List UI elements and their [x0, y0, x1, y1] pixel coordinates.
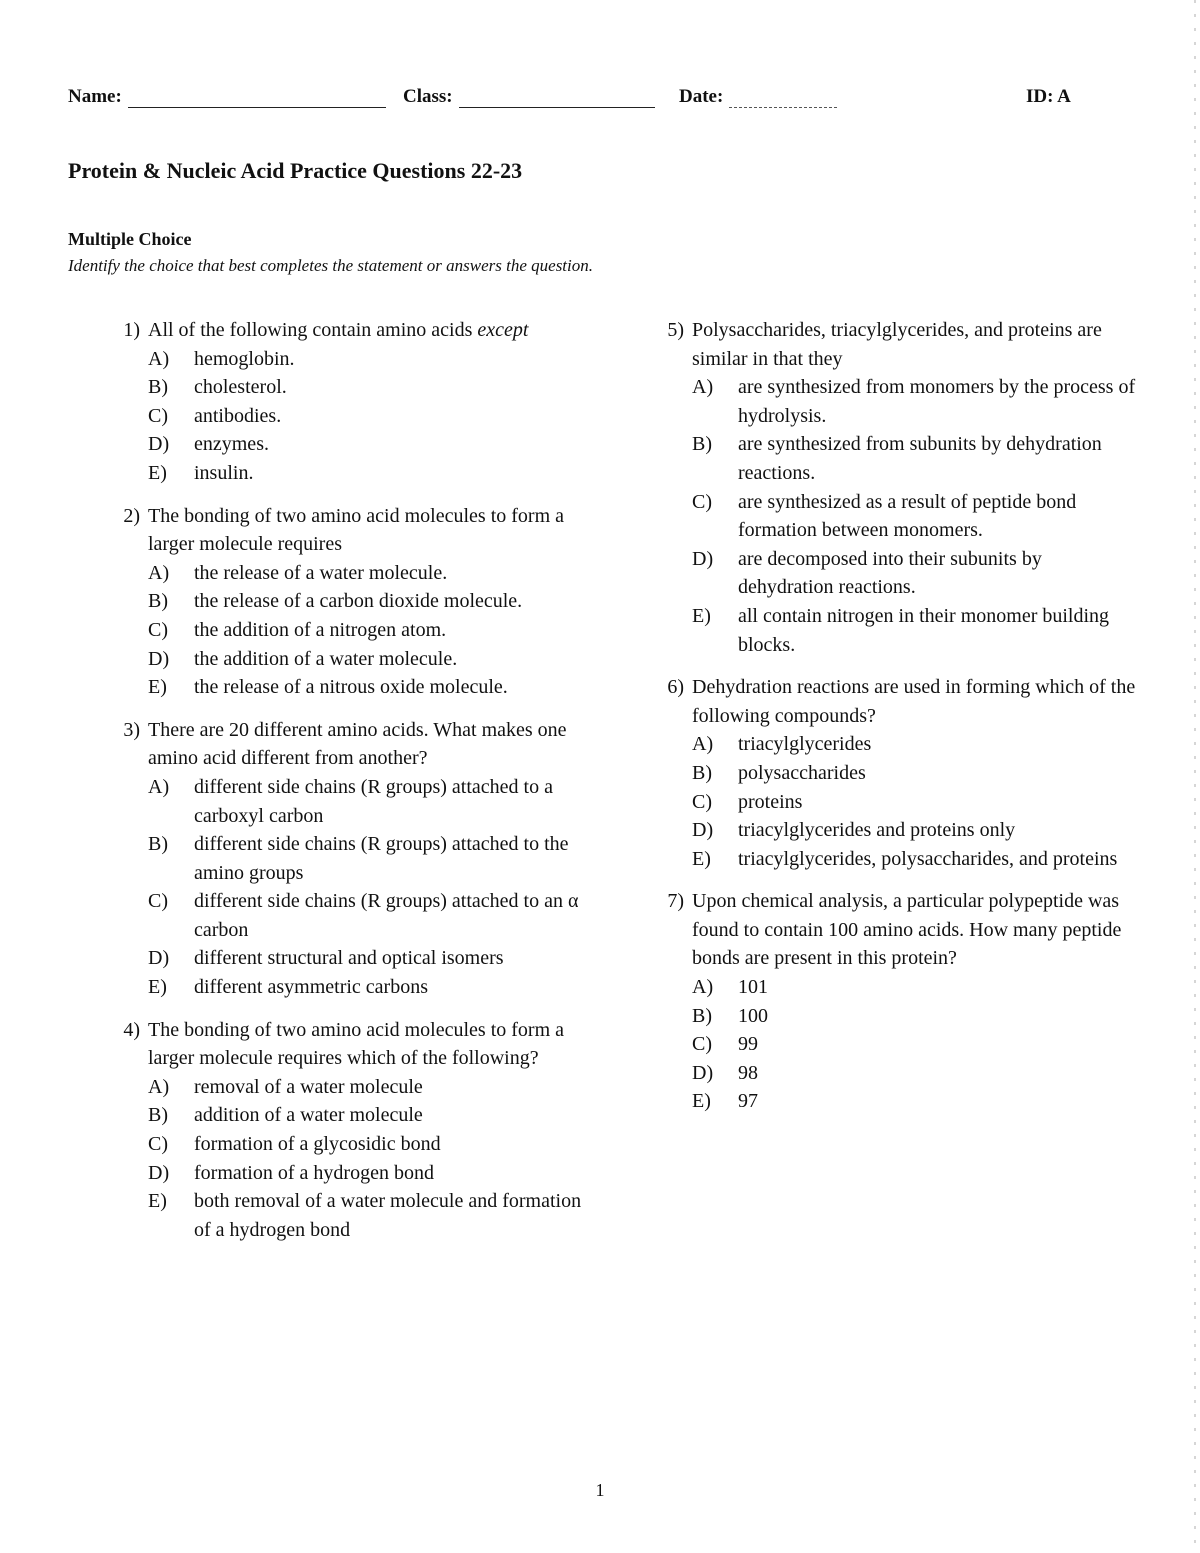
class-field: [403, 86, 655, 108]
choice-label: C): [148, 404, 168, 427]
choice-label: B): [692, 1004, 712, 1027]
choice-text: are synthesized from subunits by dehydration reactions.: [738, 433, 1102, 484]
choice-text: all contain nitrogen in their monomer building blocks.: [738, 604, 1110, 656]
choice-d[interactable]: [692, 545, 1142, 602]
right-column: [652, 316, 1142, 1130]
choice-text: both removal of a water molecule and formation of a hydrogen bond: [194, 1190, 582, 1241]
choice-e[interactable]: [692, 1087, 1142, 1116]
name-label: Name:: [68, 86, 122, 107]
choice-text: triacylglycerides, polysaccharides, and proteins: [738, 847, 1118, 870]
question-5: [652, 316, 1142, 659]
choice-label: B): [148, 1104, 168, 1127]
choice-label: C): [692, 1033, 712, 1056]
choice-label: D): [148, 947, 170, 970]
question-number: 2): [123, 504, 140, 527]
choice-c[interactable]: [148, 887, 598, 944]
question-text: Upon chemical analysis, a particular polypeptide was found to contain 100 amino acids. How many peptide bonds are present in this protein?: [692, 890, 1122, 970]
choice-a[interactable]: [692, 730, 1142, 759]
choice-b[interactable]: [692, 430, 1142, 487]
choice-text: 98: [738, 1061, 758, 1084]
date-label: Date:: [679, 86, 724, 107]
choice-text: triacylglycerides: [738, 733, 872, 756]
choice-label: C): [148, 1133, 168, 1156]
choice-b[interactable]: [148, 587, 598, 616]
choice-a[interactable]: [148, 773, 598, 830]
choice-label: E): [148, 461, 167, 484]
choice-e[interactable]: [148, 673, 598, 702]
choice-text: antibodies.: [194, 404, 282, 427]
name-blank-line[interactable]: [128, 89, 386, 108]
choice-text: 100: [738, 1004, 768, 1027]
choice-label: D): [148, 1161, 170, 1184]
choice-b[interactable]: [148, 830, 598, 887]
choice-text: triacylglycerides and proteins only: [738, 819, 1016, 842]
question-number: 3): [123, 718, 140, 741]
choice-b[interactable]: [692, 1002, 1142, 1031]
choice-text: different side chains (R groups) attached to the amino groups: [194, 833, 569, 884]
choice-label: E): [148, 976, 167, 999]
choice-label: E): [692, 1090, 711, 1113]
choice-label: C): [148, 890, 168, 913]
choice-d[interactable]: [148, 645, 598, 674]
choice-label: D): [692, 1061, 714, 1084]
choice-text: the addition of a water molecule.: [194, 647, 458, 670]
choice-label: D): [148, 433, 170, 456]
question-text: Polysaccharides, triacylglycerides, and proteins are similar in that they: [692, 319, 1102, 370]
question-text-main: All of the following contain amino acids: [148, 319, 473, 341]
choice-c[interactable]: [692, 488, 1142, 545]
choice-c[interactable]: [148, 616, 598, 645]
section-instructions: Identify the choice that best completes the statement or answers the question.: [68, 256, 593, 275]
choice-text: the release of a nitrous oxide molecule.: [194, 676, 508, 699]
choice-text: 97: [738, 1090, 758, 1113]
choice-a[interactable]: [148, 1073, 598, 1102]
choice-text: the addition of a nitrogen atom.: [194, 618, 447, 641]
choice-text: the release of a water molecule.: [194, 561, 448, 584]
choice-d[interactable]: [148, 430, 598, 459]
scan-edge-artifact: [1194, 0, 1196, 1553]
question-text: Dehydration reactions are used in forming which of the following compounds?: [692, 676, 1136, 727]
choice-label: C): [148, 618, 168, 641]
id-text: ID: A: [1026, 86, 1071, 107]
choice-b[interactable]: [148, 373, 598, 402]
choice-text: removal of a water molecule: [194, 1075, 423, 1098]
question-text-emphasis: except: [477, 319, 529, 341]
choice-label: A): [692, 976, 714, 999]
choice-label: B): [148, 590, 168, 613]
question-number: 5): [667, 319, 684, 341]
choice-label: A): [692, 376, 714, 399]
choice-label: A): [692, 733, 714, 756]
choice-text: the release of a carbon dioxide molecule.: [194, 590, 523, 613]
question-number: 1): [123, 319, 140, 341]
choice-e[interactable]: [692, 602, 1142, 659]
choice-c[interactable]: [692, 1030, 1142, 1059]
question-text: [148, 316, 598, 345]
choice-e[interactable]: [148, 973, 598, 1002]
choice-text: insulin.: [194, 461, 254, 484]
choice-a[interactable]: [692, 373, 1142, 430]
choice-text: cholesterol.: [194, 376, 287, 399]
choice-c[interactable]: [692, 788, 1142, 817]
choice-text: different structural and optical isomers: [194, 947, 504, 970]
choice-e[interactable]: [148, 1187, 598, 1244]
choice-text: enzymes.: [194, 433, 269, 456]
question-6: [652, 673, 1142, 873]
choice-d[interactable]: [692, 816, 1142, 845]
choice-label: D): [692, 819, 714, 842]
choice-label: D): [692, 547, 714, 570]
name-field: [68, 86, 386, 108]
choice-text: different side chains (R groups) attached to an α carbon: [194, 890, 579, 941]
header: [68, 86, 1108, 116]
choice-text: are synthesized as a result of peptide bond formation between monomers.: [738, 490, 1077, 542]
choice-text: proteins: [738, 790, 803, 813]
choice-b[interactable]: [148, 1101, 598, 1130]
choice-label: B): [692, 433, 712, 456]
choice-label: B): [692, 761, 712, 784]
page-title: Protein & Nucleic Acid Practice Questions 22-23: [68, 158, 523, 183]
choice-text: are decomposed into their subunits by dehydration reactions.: [738, 547, 1042, 599]
choice-c[interactable]: [148, 402, 598, 431]
left-column: [108, 316, 598, 1258]
choice-label: E): [692, 604, 711, 627]
choice-text: 99: [738, 1033, 758, 1056]
question-3: [108, 716, 598, 1002]
choice-label: A): [148, 347, 170, 370]
choice-text: hemoglobin.: [194, 347, 295, 370]
choice-d[interactable]: [148, 944, 598, 973]
question-number: 4): [123, 1018, 140, 1041]
choice-e[interactable]: [692, 845, 1142, 874]
choice-label: B): [148, 376, 168, 399]
choice-label: C): [692, 490, 712, 513]
question-text: The bonding of two amino acid molecules to form a larger molecule requires: [148, 504, 565, 556]
question-4: [108, 1016, 598, 1245]
choice-label: C): [692, 790, 712, 813]
choice-label: E): [148, 676, 167, 699]
question-2: [108, 502, 598, 702]
choice-text: 101: [738, 976, 768, 999]
page-number: 1: [595, 1480, 605, 1500]
choice-label: E): [148, 1190, 167, 1213]
question-7: [652, 887, 1142, 1116]
choice-e[interactable]: [148, 459, 598, 488]
choice-label: E): [692, 847, 711, 870]
question-number: 7): [667, 890, 684, 913]
choice-text: formation of a glycosidic bond: [194, 1133, 441, 1156]
choice-label: D): [148, 647, 170, 670]
choice-text: different side chains (R groups) attached to a carboxyl carbon: [194, 775, 553, 827]
question-number: 6): [667, 676, 684, 699]
choice-text: formation of a hydrogen bond: [194, 1161, 434, 1184]
choice-text: are synthesized from monomers by the process of hydrolysis.: [738, 376, 1136, 427]
question-text: The bonding of two amino acid molecules to form a larger molecule requires which of the following?: [148, 1018, 565, 1070]
choice-b[interactable]: [692, 759, 1142, 788]
choice-d[interactable]: [692, 1059, 1142, 1088]
class-label: Class:: [403, 86, 453, 107]
choice-text: polysaccharides: [738, 761, 866, 784]
choice-c[interactable]: [148, 1130, 598, 1159]
choice-text: addition of a water molecule: [194, 1104, 423, 1127]
choice-d[interactable]: [148, 1159, 598, 1188]
class-blank-line[interactable]: [459, 89, 655, 108]
question-1: [108, 316, 598, 488]
question-text: There are 20 different amino acids. What makes one amino acid different from another?: [148, 718, 567, 770]
choice-label: B): [148, 833, 168, 856]
choice-text: different asymmetric carbons: [194, 976, 428, 999]
choice-a[interactable]: [148, 345, 598, 374]
choice-label: A): [148, 775, 170, 798]
date-blank-line[interactable]: [729, 89, 837, 108]
choice-a[interactable]: [692, 973, 1142, 1002]
date-field: [679, 86, 837, 108]
choice-label: A): [148, 1075, 170, 1098]
choice-a[interactable]: [148, 559, 598, 588]
section-title: Multiple Choice: [68, 229, 192, 249]
choice-label: A): [148, 561, 170, 584]
